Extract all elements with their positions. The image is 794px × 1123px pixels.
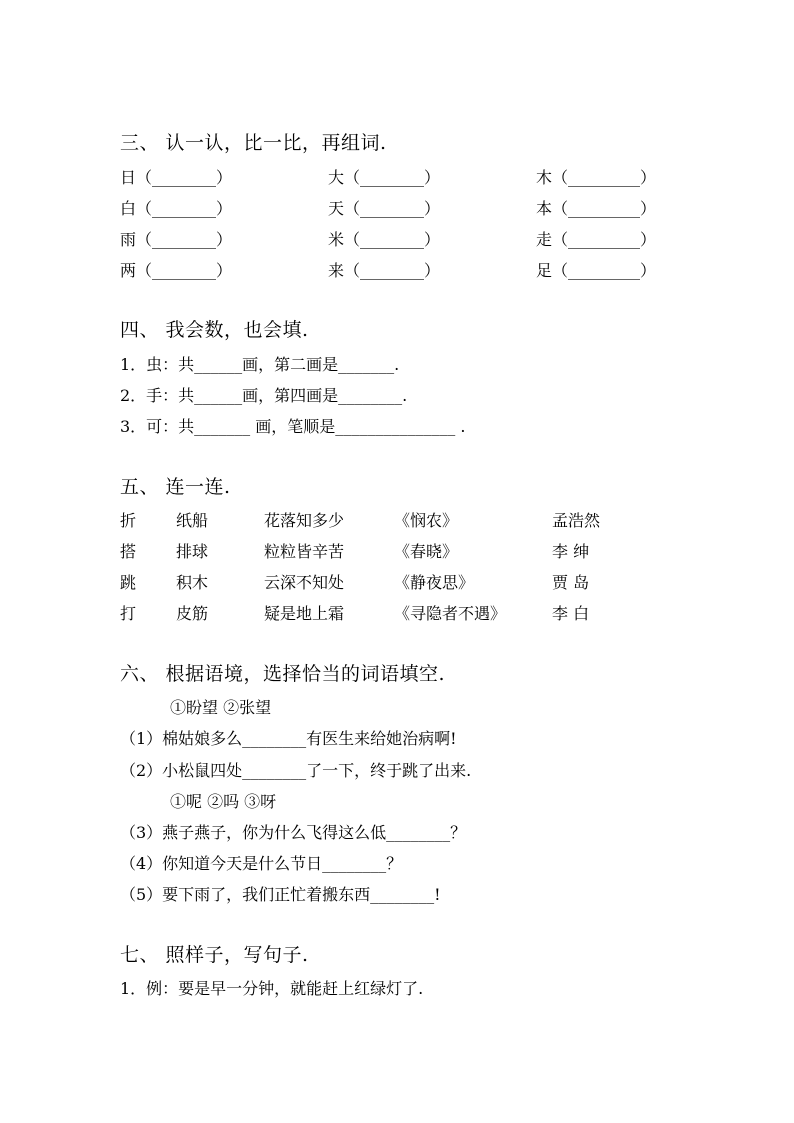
- match-poet: 贾 岛: [552, 573, 590, 592]
- word-cell: 两（________）: [120, 261, 233, 280]
- word-cell: 白（________）: [120, 199, 233, 218]
- word-options: ①呢 ②吗 ③呀: [170, 792, 277, 811]
- match-poet: 李 绅: [552, 542, 590, 561]
- match-poem-line: 花落知多少: [264, 511, 345, 530]
- word-cell: 雨（________）: [120, 230, 233, 249]
- match-poet: 李 白: [552, 604, 590, 623]
- match-verb: 打: [120, 604, 137, 623]
- fill-item: （5）要下雨了，我们正忙着搬东西________!: [120, 885, 441, 904]
- fill-item: 1．虫：共______画，第二画是_______.: [120, 355, 400, 374]
- word-cell: 木（_________）: [536, 168, 657, 187]
- fill-item: （2）小松鼠四处________了一下，终于跳了出来.: [120, 761, 472, 780]
- match-poem-title: 《悯农》: [394, 511, 459, 530]
- section-3-title: 三、 认一认，比一比，再组词.: [120, 132, 387, 154]
- match-poem-title: 《静夜思》: [394, 573, 475, 592]
- word-cell: 来（________）: [328, 261, 441, 280]
- example-item: 1．例：要是早一分钟，就能赶上红绿灯了.: [120, 979, 424, 998]
- match-verb: 跳: [120, 573, 137, 592]
- match-verb: 搭: [120, 542, 137, 561]
- word-cell: 天（________）: [328, 199, 441, 218]
- match-poet: 孟浩然: [552, 511, 601, 530]
- word-options: ①盼望 ②张望: [170, 698, 272, 717]
- match-poem-title: 《寻隐者不遇》: [394, 604, 507, 623]
- section-4-title: 四、 我会数，也会填.: [120, 319, 309, 341]
- match-poem-title: 《春晓》: [394, 542, 459, 561]
- match-object: 排球: [176, 542, 209, 561]
- word-cell: 走（_________）: [536, 230, 657, 249]
- match-object: 纸船: [176, 511, 209, 530]
- match-verb: 折: [120, 511, 137, 530]
- match-object: 皮筋: [176, 604, 209, 623]
- match-object: 积木: [176, 573, 209, 592]
- match-poem-line: 粒粒皆辛苦: [264, 542, 345, 561]
- section-5-title: 五、 连一连.: [120, 476, 231, 498]
- fill-item: 2．手：共______画，第四画是________.: [120, 386, 408, 405]
- word-cell: 米（________）: [328, 230, 441, 249]
- word-cell: 足（_________）: [536, 261, 657, 280]
- fill-item: （1）棉姑娘多么________有医生来给她治病啊!: [120, 729, 457, 748]
- fill-item: 3．可：共_______ 画，笔顺是_______________ .: [120, 417, 466, 436]
- section-7-title: 七、 照样子，写句子.: [120, 944, 309, 966]
- fill-item: （3）燕子燕子，你为什么飞得这么低________？: [120, 823, 467, 842]
- word-cell: 大（________）: [328, 168, 441, 187]
- fill-item: （4）你知道今天是什么节日________？: [120, 854, 403, 873]
- word-cell: 本（_________）: [536, 199, 657, 218]
- word-cell: 日（________）: [120, 168, 233, 187]
- match-poem-line: 疑是地上霜: [264, 604, 345, 623]
- match-poem-line: 云深不知处: [264, 573, 345, 592]
- section-6-title: 六、 根据语境，选择恰当的词语填空.: [120, 663, 446, 685]
